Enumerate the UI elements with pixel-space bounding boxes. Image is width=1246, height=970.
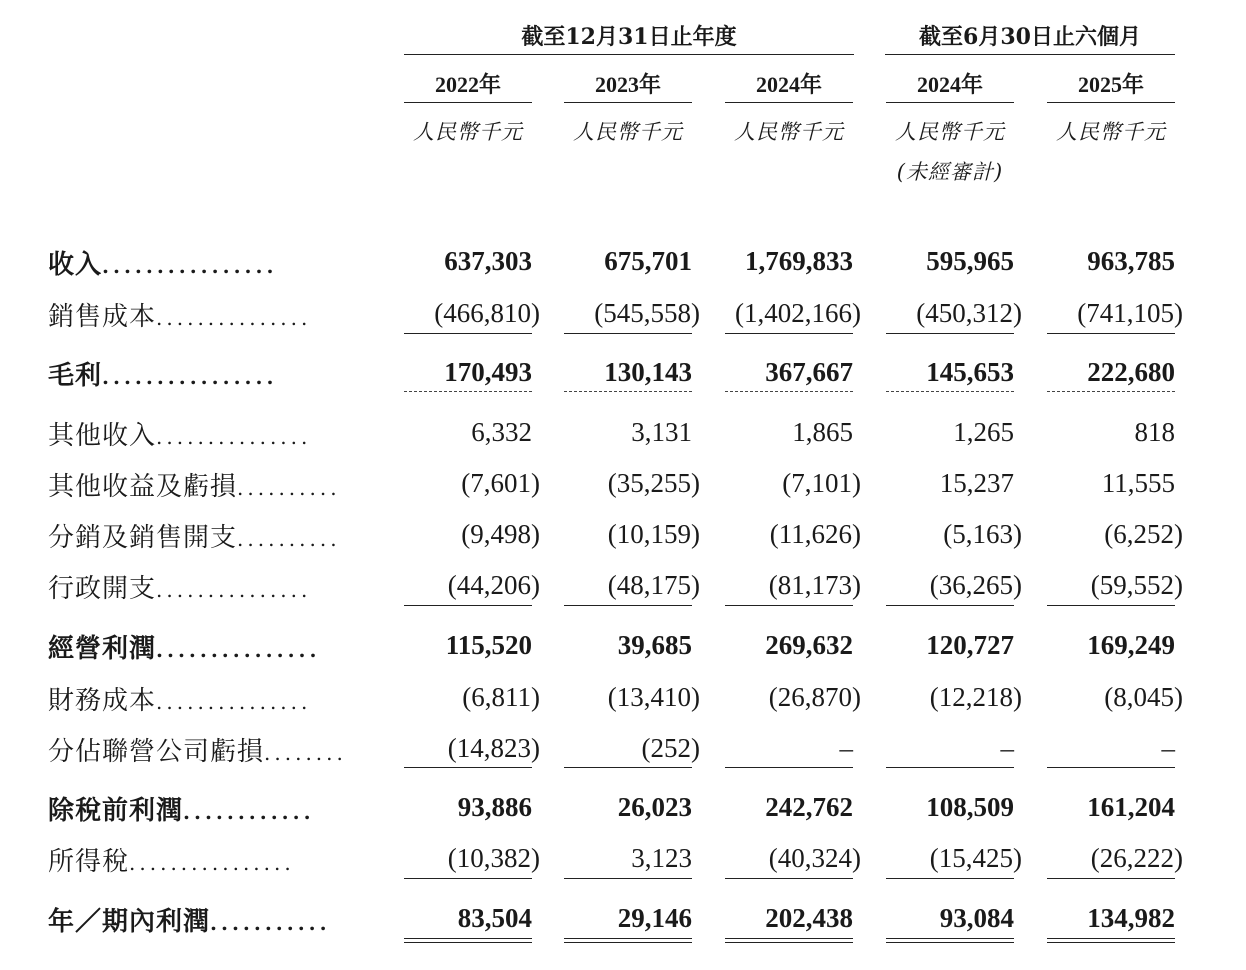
subtotal-rule <box>725 878 853 879</box>
cell-value: 3,123 <box>631 843 692 873</box>
cell-value: 169,249 <box>1087 630 1175 660</box>
cell-value: (59,552) <box>1090 570 1183 600</box>
cell-value: (6,252) <box>1104 519 1183 549</box>
cell-value: 93,084 <box>939 903 1014 933</box>
cell-value: (14,823) <box>447 733 540 763</box>
row-label <box>48 296 368 333</box>
row-label <box>48 628 368 665</box>
cell-value: (450,312) <box>916 298 1022 328</box>
subtotal-rule <box>564 767 692 768</box>
cell-value: 367,667 <box>765 357 853 387</box>
cell-value: (81,173) <box>768 570 861 600</box>
row-label-text: 分佔聯營公司虧損 <box>48 737 265 767</box>
cell-value: 3,131 <box>631 417 692 447</box>
subtotal-rule <box>404 767 532 768</box>
row-label-text: 經營利潤 <box>48 634 157 664</box>
subtotal-rule <box>1047 878 1175 879</box>
row-leader-dots: ........... <box>210 911 331 935</box>
cell-value: 83,504 <box>457 903 532 933</box>
currency-unit: 人民幣千元 <box>895 120 1005 144</box>
cell-value: 170,493 <box>444 357 532 387</box>
cell-value: (15,425) <box>929 843 1022 873</box>
cell-value: 93,886 <box>457 792 532 822</box>
year-header-2023: 2023年 <box>594 72 661 97</box>
row-leader-dots: .......... <box>237 476 341 500</box>
row-label <box>48 731 368 768</box>
cell-value: (6,811) <box>462 682 540 712</box>
cell-value: (545,558) <box>594 298 700 328</box>
cell-value: 1,865 <box>792 417 853 447</box>
cell-value: 26,023 <box>617 792 692 822</box>
row-leader-dots: ............... <box>156 425 312 449</box>
cell-value: (35,255) <box>607 468 700 498</box>
subtotal-rule <box>725 605 853 606</box>
table-row-distribution-selling-expenses <box>0 513 1246 553</box>
subtotal-rule <box>725 333 853 334</box>
cell-value: (252) <box>641 733 700 763</box>
year-header-2024: 2024年 <box>755 72 822 97</box>
subtotal-rule <box>564 878 692 879</box>
cell-value: 202,438 <box>765 903 853 933</box>
table-row-operating-profit <box>0 624 1246 664</box>
cell-value: 675,701 <box>604 246 692 276</box>
row-leader-dots: ............ <box>183 800 315 824</box>
subtotal-rule <box>1047 605 1175 606</box>
row-label <box>48 841 368 878</box>
cell-value: 1,769,833 <box>745 246 853 276</box>
year-underline <box>564 102 692 103</box>
row-label-text: 年／期內利潤 <box>48 907 211 937</box>
row-label-text: 分銷及銷售開支 <box>48 523 238 553</box>
subtotal-rule <box>1047 767 1175 768</box>
subtotal-rule <box>725 767 853 768</box>
subtotal-rule <box>404 878 532 879</box>
total-double-rule <box>725 938 853 943</box>
table-row-revenue <box>0 240 1246 280</box>
cell-value: 120,727 <box>926 630 1014 660</box>
row-leader-dots: .......... <box>237 527 341 551</box>
table-row-other-income <box>0 411 1246 451</box>
row-label <box>48 568 368 605</box>
row-leader-dots: ............... <box>156 638 321 662</box>
cell-value: – <box>839 733 853 763</box>
row-leader-dots: ........ <box>264 741 347 765</box>
table-row-income-tax <box>0 837 1246 877</box>
cell-value: (10,382) <box>447 843 540 873</box>
subtotal-rule <box>404 605 532 606</box>
cell-value: – <box>1161 733 1175 763</box>
row-leader-dots: ............... <box>156 690 312 714</box>
row-label <box>48 680 368 717</box>
header-group-year-ended: 截至12月31日止年度 <box>521 24 737 50</box>
year-underline <box>725 102 853 103</box>
subtotal-rule <box>886 333 1014 334</box>
cell-value: 134,982 <box>1087 903 1175 933</box>
cell-value: 1,265 <box>953 417 1014 447</box>
row-label-text: 收入 <box>48 250 103 280</box>
row-leader-dots: ............... <box>156 306 312 330</box>
year-header-2025-half: 2025年 <box>1077 72 1144 97</box>
gross-profit-dashed-rule <box>564 391 692 392</box>
total-double-rule <box>886 938 1014 943</box>
table-row-gross-profit <box>0 351 1246 391</box>
cell-value: (741,105) <box>1077 298 1183 328</box>
cell-value: 595,965 <box>926 246 1014 276</box>
cell-value: (1,402,166) <box>735 298 861 328</box>
cell-value: (26,870) <box>768 682 861 712</box>
table-row-finance-costs <box>0 676 1246 716</box>
table-row-cost-of-sales <box>0 292 1246 332</box>
cell-value: 145,653 <box>926 357 1014 387</box>
subtotal-rule <box>886 767 1014 768</box>
currency-unit: 人民幣千元 <box>1056 120 1166 144</box>
cell-value: (9,498) <box>461 519 540 549</box>
row-label-text: 財務成本 <box>48 686 157 716</box>
cell-value: 242,762 <box>765 792 853 822</box>
header-group-six-months: 截至6月30日止六個月 <box>919 24 1141 50</box>
row-label <box>48 790 368 827</box>
year-underline <box>886 102 1014 103</box>
gross-profit-dashed-rule <box>404 391 532 392</box>
cell-value: 161,204 <box>1087 792 1175 822</box>
header-group-line-year <box>404 54 854 55</box>
subtotal-rule <box>886 878 1014 879</box>
currency-unit: 人民幣千元 <box>734 120 844 144</box>
cell-value: (12,218) <box>929 682 1022 712</box>
row-label <box>48 415 368 452</box>
cell-value: 39,685 <box>617 630 692 660</box>
cell-value: (26,222) <box>1090 843 1183 873</box>
table-row-share-of-associate-losses <box>0 727 1246 767</box>
row-leader-dots: ................ <box>102 254 278 278</box>
cell-value: (8,045) <box>1104 682 1183 712</box>
cell-value: (11,626) <box>769 519 861 549</box>
subtotal-rule <box>564 333 692 334</box>
cell-value: 269,632 <box>765 630 853 660</box>
year-header-2024-half: 2024年 <box>916 72 983 97</box>
row-label <box>48 901 368 938</box>
total-double-rule <box>564 938 692 943</box>
row-label-text: 所得稅 <box>48 847 130 877</box>
subtotal-rule <box>1047 333 1175 334</box>
row-label <box>48 244 368 281</box>
cell-value: (7,601) <box>461 468 540 498</box>
unaudited-note: (未經審計) <box>896 160 1004 184</box>
cell-value: 29,146 <box>617 903 692 933</box>
header-group-line-half <box>885 54 1175 55</box>
row-label-text: 毛利 <box>48 361 103 391</box>
total-double-rule <box>404 938 532 943</box>
row-label-text: 銷售成本 <box>48 302 157 332</box>
table-row-administrative-expenses <box>0 564 1246 604</box>
row-label-text: 其他收入 <box>48 421 157 451</box>
table-row-profit-before-tax <box>0 786 1246 826</box>
cell-value: (466,810) <box>434 298 540 328</box>
year-underline <box>404 102 532 103</box>
year-underline <box>1047 102 1175 103</box>
total-double-rule <box>1047 938 1175 943</box>
cell-value: 222,680 <box>1087 357 1175 387</box>
gross-profit-dashed-rule <box>1047 391 1175 392</box>
row-leader-dots: ................ <box>102 365 278 389</box>
row-leader-dots: ................ <box>129 851 295 875</box>
cell-value: (48,175) <box>607 570 700 600</box>
table-row-other-gains-losses <box>0 462 1246 502</box>
gross-profit-dashed-rule <box>886 391 1014 392</box>
cell-value: (44,206) <box>447 570 540 600</box>
cell-value: 6,332 <box>471 417 532 447</box>
cell-value: (36,265) <box>929 570 1022 600</box>
cell-value: 115,520 <box>445 630 532 660</box>
cell-value: 11,555 <box>1101 468 1175 498</box>
year-header-2022: 2022年 <box>434 72 501 97</box>
cell-value: 15,237 <box>939 468 1014 498</box>
cell-value: (5,163) <box>943 519 1022 549</box>
row-label <box>48 466 368 503</box>
table-row-profit-for-period <box>0 897 1246 937</box>
cell-value: (13,410) <box>607 682 700 712</box>
gross-profit-dashed-rule <box>725 391 853 392</box>
row-leader-dots: ............... <box>156 578 312 602</box>
cell-value: (40,324) <box>768 843 861 873</box>
currency-unit: 人民幣千元 <box>573 120 683 144</box>
subtotal-rule <box>564 605 692 606</box>
subtotal-rule <box>886 605 1014 606</box>
cell-value: – <box>1000 733 1014 763</box>
subtotal-rule <box>404 333 532 334</box>
cell-value: (7,101) <box>782 468 861 498</box>
row-label <box>48 517 368 554</box>
cell-value: 130,143 <box>604 357 692 387</box>
cell-value: 108,509 <box>926 792 1014 822</box>
row-label-text: 行政開支 <box>48 574 157 604</box>
cell-value: 818 <box>1134 417 1175 447</box>
row-label-text: 其他收益及虧損 <box>48 472 238 502</box>
cell-value: 963,785 <box>1087 246 1175 276</box>
cell-value: 637,303 <box>444 246 532 276</box>
cell-value: (10,159) <box>607 519 700 549</box>
row-label-text: 除稅前利潤 <box>48 796 184 826</box>
row-label <box>48 355 368 392</box>
currency-unit: 人民幣千元 <box>413 120 523 144</box>
